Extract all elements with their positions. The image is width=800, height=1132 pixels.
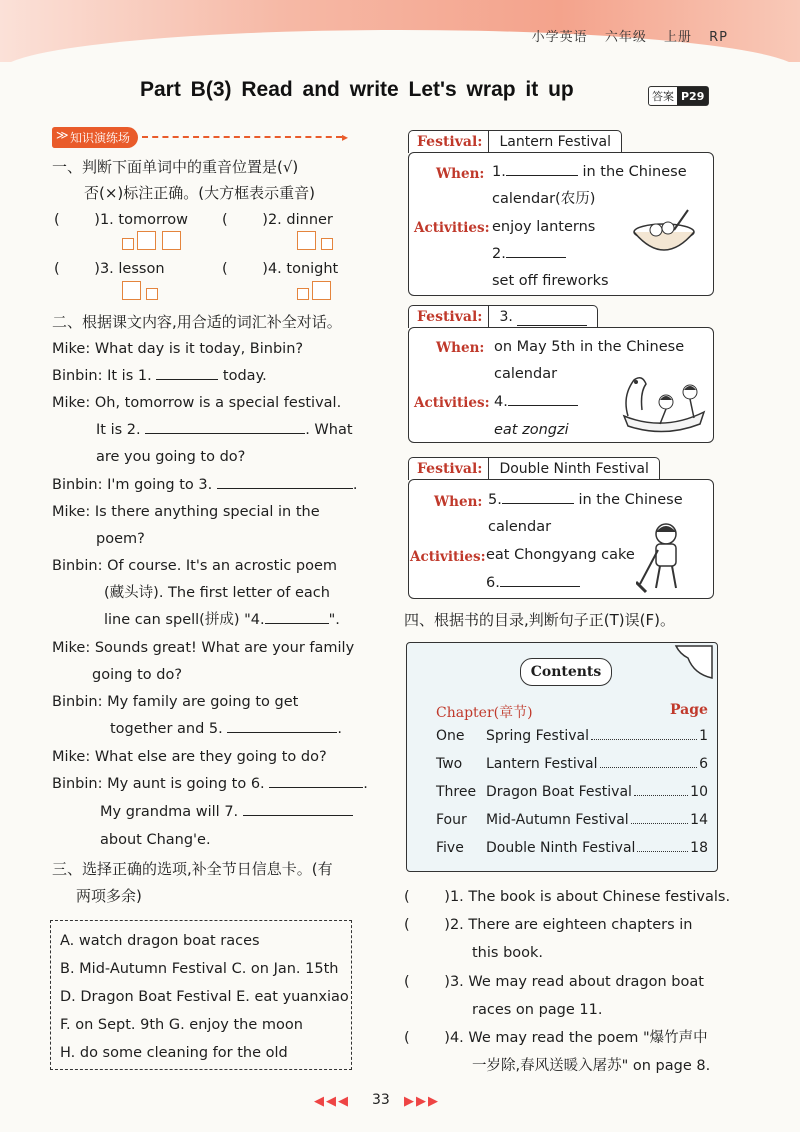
header-grade: 六年级 — [604, 30, 647, 45]
toc-chapter: Three — [436, 784, 477, 800]
answer-blank[interactable] — [506, 241, 566, 258]
header-volume: 上册 — [663, 30, 692, 45]
card1-act-2: 2. — [492, 241, 566, 268]
chevron-right-icon: ▸ — [342, 130, 349, 144]
dialogue-line-12: Mike: Sounds great! What are your family — [52, 640, 355, 656]
festival-label: Festival: — [417, 461, 483, 477]
card1-act-3: set off fireworks — [492, 273, 609, 289]
festival-label: Festival: — [417, 309, 483, 325]
card3-tab — [408, 457, 660, 480]
stress-word: tomorrow — [118, 212, 189, 228]
right-arrows-icon: ▶▶▶ — [404, 1094, 440, 1109]
stress-item-num: )1. — [94, 212, 114, 228]
answer-blank[interactable] — [265, 607, 329, 624]
knowledge-banner — [52, 126, 348, 148]
tf-question-3-line2: races on page 11. — [472, 1002, 603, 1018]
card2-tab — [408, 305, 598, 328]
section1-title-line1: 一、判断下面单词中的重音位置是(√) — [52, 158, 299, 176]
stress-box-small — [297, 288, 309, 300]
option-line: B. Mid-Autumn Festival C. on Jan. 15th — [60, 961, 339, 977]
contents-title: Contents — [520, 658, 612, 686]
answer-label: 答案 — [649, 88, 677, 104]
festival-name: Double Ninth Festival — [488, 458, 658, 480]
dialogue-line-2: Binbin: It is 1. today. — [52, 363, 267, 390]
chapter-header: Chapter(章节) — [436, 705, 533, 721]
knowledge-label: ≫ 知识演练场 — [52, 127, 138, 148]
tf-question-1: ( )1. The book is about Chinese festivals. — [404, 889, 731, 905]
answer-blank[interactable] — [243, 799, 353, 816]
answer-blank[interactable] — [517, 309, 587, 326]
card1-tab — [408, 130, 622, 153]
section2-title: 二、根据课文内容,用合适的词汇补全对话。 — [52, 313, 342, 331]
section4-title: 四、根据书的目录,判断句子正(T)误(F)。 — [404, 611, 675, 629]
dialogue-line-9: Binbin: Of course. It's an acrostic poem — [52, 558, 338, 574]
dialogue-line-17: Binbin: My aunt is going to 6. . — [52, 771, 368, 798]
toc-row: Mid-Autumn Festival 14 — [486, 812, 708, 828]
page-header: Page — [670, 702, 708, 718]
stress-item-1: ( )1. tomorrow — [54, 212, 189, 228]
answer-page: P29 — [677, 87, 708, 105]
dialogue-line-15: together and 5. . — [110, 716, 342, 743]
stress-box-large — [137, 231, 156, 250]
card3-act-1: eat Chongyang cake — [486, 547, 635, 563]
toc-chapter: Five — [436, 840, 464, 856]
card3-when-line2: calendar — [488, 519, 552, 535]
card1-act-1: enjoy lanterns — [492, 219, 596, 235]
sweeping-boy-icon — [636, 520, 700, 594]
answer-blank[interactable] — [156, 363, 218, 380]
left-arrows-icon: ◀◀◀ — [314, 1094, 350, 1109]
card2-act-1: 4. — [494, 389, 578, 416]
when-label: When: — [436, 166, 485, 182]
stress-box-large — [312, 281, 331, 300]
header-tags — [520, 26, 728, 45]
when-label: When: — [436, 340, 485, 356]
toc-chapter: One — [436, 728, 465, 744]
page-title: Part B(3) Read and write Let's wrap it up — [140, 78, 574, 101]
stress-item-4: ( )4. tonight — [222, 261, 339, 277]
dialogue-line-13: going to do? — [92, 667, 183, 683]
dialogue-line-6: Binbin: I'm going to 3. . — [52, 472, 357, 499]
dialogue-line-11: line can spell(拼成) "4. ". — [104, 607, 340, 634]
toc-chapter: Four — [436, 812, 467, 828]
when-label: When: — [434, 494, 483, 510]
stress-item-num: )3. — [94, 261, 114, 277]
stress-word: lesson — [118, 261, 165, 277]
page-number: 33 — [372, 1092, 390, 1108]
tf-question-4: ( )4. We may read the poem "爆竹声中 — [404, 1030, 708, 1046]
answer-blank[interactable] — [227, 716, 337, 733]
answer-reference — [648, 86, 709, 106]
activities-label: Activities: — [414, 395, 490, 411]
toc-row: Lantern Festival 6 — [486, 756, 708, 772]
dialogue-line-19: about Chang'e. — [100, 832, 211, 848]
header-edition: RP — [709, 30, 728, 45]
yuanxiao-bowl-icon — [630, 206, 700, 262]
dialogue-line-18: My grandma will 7. — [100, 799, 353, 826]
answer-blank[interactable] — [217, 472, 353, 489]
toc-row: Spring Festival 1 — [486, 728, 708, 744]
card3-act-2: 6. — [486, 570, 580, 597]
card1-when-line2: calendar(农历) — [492, 191, 596, 207]
page-curl-icon — [674, 644, 714, 680]
stress-box-small — [122, 238, 134, 250]
stress-box-small — [321, 238, 333, 250]
dialogue-line-4: It is 2. . What — [96, 417, 353, 444]
stress-item-3: ( )3. lesson — [54, 261, 165, 277]
answer-blank[interactable] — [508, 389, 578, 406]
festival-label: Festival: — [417, 134, 483, 150]
tf-question-2: ( )2. There are eighteen chapters in — [404, 917, 693, 933]
section3-title-line1: 三、选择正确的选项,补全节日信息卡。(有 — [52, 860, 333, 878]
dialogue-line-10: (藏头诗). The first letter of each — [104, 585, 330, 601]
knowledge-divider — [142, 136, 342, 138]
option-line: A. watch dragon boat races — [60, 933, 260, 949]
answer-blank[interactable] — [269, 771, 363, 788]
tf-question-3: ( )3. We may read about dragon boat — [404, 974, 704, 990]
stress-item-2: ( )2. dinner — [222, 212, 333, 228]
answer-blank[interactable] — [500, 570, 580, 587]
section1-title-line2: 否(×)标注正确。(大方框表示重音) — [84, 184, 315, 202]
activities-label: Activities: — [414, 220, 490, 236]
section3-title-line2: 两项多余) — [76, 887, 142, 905]
stress-item-num: )4. — [262, 261, 282, 277]
stress-box-large — [297, 231, 316, 250]
dialogue-line-3: Mike: Oh, tomorrow is a special festival. — [52, 395, 342, 411]
stress-word: tonight — [286, 261, 339, 277]
festival-name: Lantern Festival — [488, 131, 621, 153]
dialogue-line-8: poem? — [96, 531, 145, 547]
toc-chapter: Two — [436, 756, 463, 772]
answer-blank[interactable] — [502, 487, 574, 504]
card2-when-line2: calendar — [494, 366, 558, 382]
card2-when: on May 5th in the Chinese — [494, 339, 685, 355]
stress-item-num: )2. — [262, 212, 282, 228]
tf-question-2-line2: this book. — [472, 945, 544, 961]
toc-row: Dragon Boat Festival 10 — [486, 784, 708, 800]
stress-word: dinner — [286, 212, 333, 228]
festival-name: 3. — [488, 306, 596, 328]
dialogue-line-16: Mike: What else are they going to do? — [52, 749, 327, 765]
dragon-boat-icon — [620, 366, 708, 434]
dialogue-line-7: Mike: Is there anything special in the — [52, 504, 320, 520]
toc-row: Double Ninth Festival 18 — [486, 840, 708, 856]
option-line: F. on Sept. 9th G. enjoy the moon — [60, 1017, 303, 1033]
answer-blank[interactable] — [506, 159, 578, 176]
option-line: H. do some cleaning for the old — [60, 1045, 288, 1061]
answer-blank[interactable] — [145, 417, 305, 434]
header-subject: 小学英语 — [531, 30, 588, 45]
stress-box-large — [122, 281, 141, 300]
card3-when: 5. in the Chinese — [488, 487, 683, 514]
card2-act-2: eat zongzi — [494, 422, 569, 438]
dialogue-line-14: Binbin: My family are going to get — [52, 694, 299, 710]
stress-box-small — [146, 288, 158, 300]
tf-question-4-line2: 一岁除,春风送暖入屠苏" on page 8. — [472, 1058, 711, 1074]
option-line: D. Dragon Boat Festival E. eat yuanxiao — [60, 989, 349, 1005]
activities-label: Activities: — [410, 549, 486, 565]
stress-box-large — [162, 231, 181, 250]
dialogue-line-5: are you going to do? — [96, 449, 246, 465]
card1-when: 1. in the Chinese — [492, 159, 687, 186]
dialogue-line-1: Mike: What day is it today, Binbin? — [52, 341, 304, 357]
